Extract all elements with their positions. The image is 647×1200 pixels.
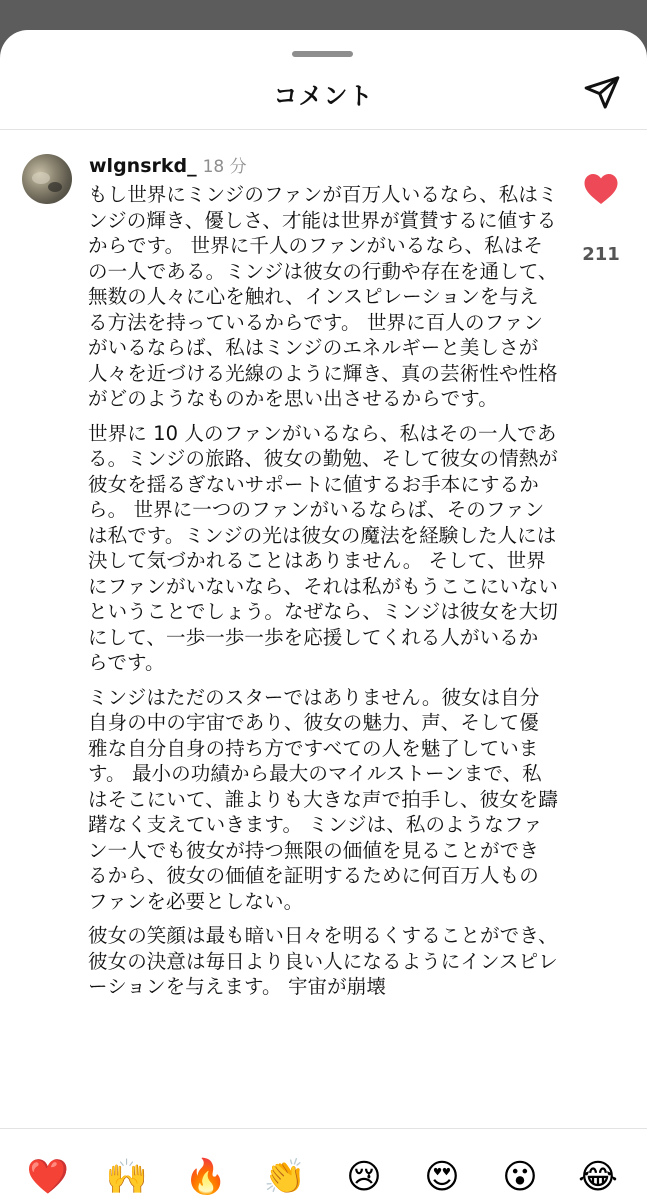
page-title: コメント [273, 82, 374, 110]
comment-meta [89, 152, 247, 177]
comments-sheet [0, 30, 647, 1200]
heart-icon[interactable] [583, 172, 619, 206]
username[interactable]: wlgnsrkd_ [89, 155, 197, 177]
emoji-surprised[interactable]: 😮 [502, 1157, 538, 1197]
emoji-fire[interactable]: 🔥 [184, 1157, 228, 1197]
sheet-header [0, 70, 647, 120]
drag-handle[interactable] [292, 51, 353, 57]
emoji-heart[interactable]: ❤️ [26, 1157, 70, 1197]
emoji-raised-hands[interactable]: 🙌 [105, 1157, 149, 1197]
like-count: 211 [582, 244, 620, 265]
reaction-bar [0, 1128, 647, 1200]
comment-paragraph: 彼女の笑顔は最も暗い日々を明るくすることができ、彼女の決意は毎日より良い人になるようにインスピレーションを与えます。 宇宙が崩壊 [88, 924, 558, 998]
comment-paragraph: 世界に 10 人のファンがいるなら、私はその一人である。ミンジの旅路、彼女の勤勉、そして彼女の情熱が彼女を揺るぎないサポートに値するお手本にするから。 世界に一つのファンがいるならば、そのファンは私です。ミンジの光は彼女の魔法を経験した人には決して気づかれることはありません。 そして、世界にファンがいないなら、それは私がもうここにいないということでしょう。なぜなら、ミンジは彼女を大切にして、一歩一歩一歩を応援してくれる人がいるからです。 [88, 421, 559, 674]
comment-time: 18 分 [202, 157, 247, 177]
emoji-laughing[interactable]: 😂 [578, 1157, 618, 1197]
comment-paragraph: もし世界にミンジのファンが百万人いるなら、私はミンジの輝き、優しさ、才能は世界が賞賛するに値するからです。 世界に千人のファンがいるなら、私はその一人である。ミンジは彼女の行動や存在を通して、無数の人々に心を触れ、インスピレーションを与える方法を持っているからです。 世界に百人のファンがいるならば、私はミンジのエネルギーと美しさが人々を近づける光線のように輝き、真の芸術性や性格がどのようなものかを思い出させるからです。 [88, 183, 558, 410]
paper-plane-icon[interactable] [580, 70, 624, 114]
emoji-heart-eyes[interactable]: 😍 [424, 1157, 460, 1197]
comment-body [88, 182, 558, 1009]
avatar[interactable] [22, 154, 72, 204]
comment-item [0, 130, 647, 1100]
comment-paragraph: ミンジはただのスターではありません。彼女は自分自身の中の宇宙であり、彼女の魅力、声、そして優雅な自分自身の持ち方ですべての人を魅了しています。 最小の功績から最大のマイルストーンまで、私はそこにいて、誰よりも大きな声で拍手し、彼女を躊躇なく支えていきます。 ミンジは、私のようなファン一人でも彼女が持つ無限の価値を見ることができるから、彼女の価値を証明するために何百万人ものファンを必要としない。 [88, 685, 559, 913]
emoji-clapping[interactable]: 👏 [263, 1157, 307, 1197]
emoji-crying[interactable]: 😢 [346, 1157, 382, 1197]
